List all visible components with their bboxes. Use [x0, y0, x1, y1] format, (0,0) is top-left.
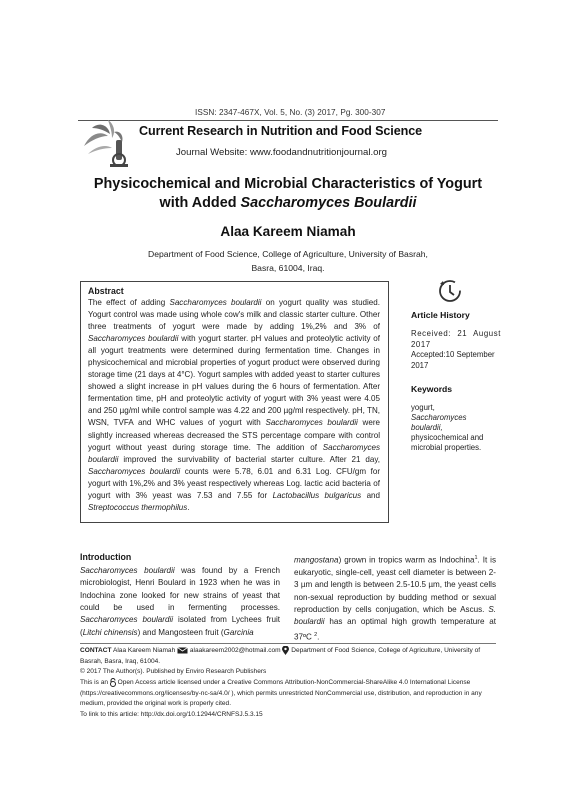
article-history-heading: Article History: [411, 310, 470, 320]
title-line-1: Physicochemical and Microbial Characteristics of Yogurt: [93, 176, 483, 192]
article-sidebar: [411, 300, 501, 453]
title-line-2-prefix: with Added: [159, 194, 241, 211]
journal-website[interactable]: Journal Website: www.foodandnutritionjournal.org: [176, 147, 388, 158]
introduction-left-column: Saccharomyces boulardii was found by a French microbiologist, Henri Boulard in 1923 when he was in Indochina zone looked for new strains of yeast that could be used in fermenting processes. Saccharomyces boulardii isolated from Lychees fruit (Litchi chinensis) and Mangosteen fruit (Garcinia: [80, 566, 280, 637]
journal-logo-icon: [78, 114, 134, 170]
doi-link[interactable]: To link to this article: http://dx.doi.org/10.12944/CRNFSJ.5.3.15: [80, 711, 263, 719]
author-name: Alaa Kareem Niamah: [220, 224, 356, 239]
email-icon: [177, 647, 188, 654]
introduction-right-column: mangostana) grown in tropics warm as Indochina$^1$. It is eukaryotic, single-cell, yeast cell diameter is between 2-3 µm and length is between 2.5-10.5 µm, the yeast cells non-sexual reproduction by budding method or sexual reproduction by cells conjugation, which be Ascus. S. boulardii has an optimal high growth temperature at 37ºC $^2$.: [294, 555, 496, 642]
abstract-heading: Abstract: [88, 286, 124, 296]
keyword: Saccharomyces boulardii,: [411, 413, 467, 432]
keywords-heading: Keywords: [411, 384, 453, 394]
affiliation-line-2: Basra, 61004, Iraq.: [251, 262, 325, 273]
title-line-2-species: Saccharomyces Boulardii: [240, 194, 417, 211]
introduction-heading: Introduction: [80, 552, 132, 562]
license-line: This is an Open Access article licensed under a Creative Commons Attribution-NonCommercial-ShareAlike 4.0 International License (https://creativecommons.org/licenses/by-nc-sa/4.0/ ), which permits unrestricted NonCommercial use, distribution, and reproduction in any medium, provided the original work is properly cited.: [80, 679, 482, 708]
article-title: [70, 175, 506, 212]
contact-label: CONTACT: [80, 647, 112, 655]
article-footer: [80, 646, 498, 721]
header-rule: [78, 120, 498, 121]
received-date: Received: 21 August 2017: [411, 329, 501, 349]
abstract-text: The effect of adding Saccharomyces boulardii on yogurt quality was studied. Yogurt control was made using whole cow's milk and classic starter culture. Other three treatments of yogurt were made by adding 1%,2% and 3% of Saccharomyces boulardii with yogurt starter. pH values and proteolytic activity of all yogurt treatments were determined during fermentation time. Changes in physicochemical and microbial properties of yogurt product were observed during storage time (21 days at 4°C). Yogurt samples with added yeast to starter cultures showed a slight increase in pH values during the 6 hours of fermentation. After fermentation time, pH and proteolytic activity of yogurt with 3% yeast were 4.05 and 250 µg/ml while control sample was 4.22 and 200 µg/ml respectively. pH, TN, WSN, TVFA and WHC values of yogurt with Saccharomyces boulardii were slightly increased whereas decreased the STS percentage compare with control yogurt without yeast during storage time. The addition of Saccharomyces boulardii improved the survivability of bacterial starter culture. After 21 day, Saccharomyces boulardii counts were 5.78, 6.01 and 6.31 Log. CFU/gm for yogurt with 1%,2% and 3% yeast respectively whereas Log. lactic acid bacteria of yogurt with 3% yeast was 7.53 and 7.55 for Lactobacillus bulgaricus and Streptococcus thermophilus.: [88, 298, 381, 512]
contact-address: Department of Food Science, College of Agriculture, University of Basrah, Basra, Iraq, 61004.: [80, 647, 481, 665]
author-affiliation: [100, 248, 476, 275]
keywords-list: [411, 403, 501, 453]
affiliation-line-1: Department of Food Science, College of Agriculture, University of Basrah,: [148, 249, 428, 259]
contact-name: Alaa Kareem Niamah: [111, 647, 178, 655]
accepted-date: Accepted:10 September 2017: [411, 350, 495, 370]
copyright-line: © 2017 The Author(s). Published by Enviro Research Publishers: [80, 668, 267, 676]
footer-rule: [80, 643, 496, 644]
contact-line: [80, 646, 498, 667]
journal-name: Current Research in Nutrition and Food Science: [139, 124, 423, 138]
keyword: yogurt,: [411, 403, 435, 412]
contact-email[interactable]: alaakareem2002@hotmail.com: [188, 647, 283, 655]
issn-line: ISSN: 2347-467X, Vol. 5, No. (3) 2017, Pg. 300-307: [195, 108, 386, 117]
keyword: physicochemical and microbial properties.: [411, 433, 484, 452]
